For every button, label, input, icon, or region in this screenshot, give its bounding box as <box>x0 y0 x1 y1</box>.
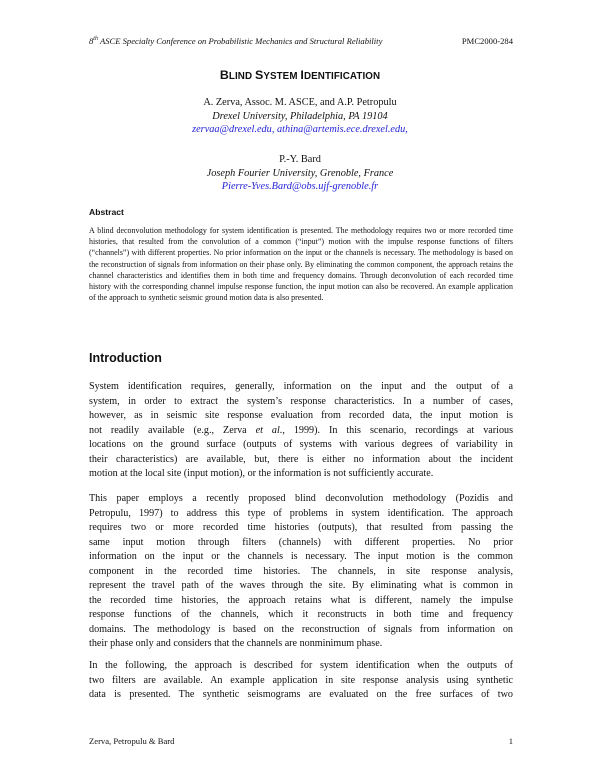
paragraph-line: same input motion through filters (channels) with different properties. No prior <box>89 536 513 548</box>
paragraph-line: requires two or more recorded time histories (outputs), that resulted from passing the <box>89 522 513 533</box>
page-number: 1 <box>508 736 513 746</box>
running-footer <box>89 736 513 746</box>
paragraph-line: domains. The methodology is based on the reconstruction of signals from information on <box>89 623 513 635</box>
section-heading-introduction: Introduction <box>89 351 162 365</box>
intro-paragraph-3 <box>89 659 513 703</box>
author-block-2 <box>0 153 600 194</box>
paragraph-line: This paper employs a recently proposed blind deconvolution methodology (Pozidis and <box>89 493 513 504</box>
conference-title: 8th ASCE Specialty Conference on Probabilistic Mechanics and Structural Reliability <box>89 36 383 46</box>
paragraph-line: System identification requires, generally, information on the input and the output of a <box>89 381 513 392</box>
paragraph-line: component in the recorded time histories. The channels, in site response analysis, <box>89 565 513 577</box>
paragraph-line: system, in order to extract the system’s response characteristics. In a number of cases, <box>89 395 513 407</box>
paragraph-line: two filters are available. An example application in site response analysis using synthetic <box>89 674 513 686</box>
paragraph-line: motion at the local site (input motion), or the information is not sufficiently accurate. <box>89 468 434 479</box>
paragraph-line: locations on the ground surface (outputs of systems with various degrees of variability in <box>89 439 513 450</box>
intro-paragraph-1 <box>89 380 513 482</box>
author-affiliation: Joseph Fourier University, Grenoble, France <box>206 167 394 179</box>
paragraph-line: In the following, the approach is described for system identification when the outputs of <box>89 660 513 671</box>
author-names: P.-Y. Bard <box>279 154 321 165</box>
paper-code: PMC2000-284 <box>461 36 513 46</box>
paragraph-line: their phase only and considers that the channels are nonminimum phase. <box>89 638 383 649</box>
footer-authors: Zerva, Petropulu & Bard <box>89 736 175 746</box>
paragraph-line: Petropulu, 1997) to address this type of problems in system identification. The approach <box>89 507 513 519</box>
paragraph-line: represent the travel path of the waves through the site. By eliminating what is common in <box>89 580 513 591</box>
author-affiliation: Drexel University, Philadelphia, PA 19104 <box>212 110 388 122</box>
paragraph-line: response functions of the channels, which it reconstructs in both time and frequency <box>89 609 513 620</box>
intro-paragraph-2 <box>89 492 513 652</box>
abstract-text: A blind deconvolution methodology for system identification is presented. The methodology requires two or more recorded time histories, that resulted from the convolution of a common (“input”) motion with the impulse response functions of filters (“channels”) with different properties. No prior information on the input or the channels is necessary. The methodology is based on the reconstruction of signals from information on their phase only. By eliminating the common component, the approach retains the channel characteristics and identifies them in both time and frequency domains. Through deconvolution of each recorded time history with the corresponding channel impulse response function, the input motion can also be recovered. An example application of the approach to synthetic seismic ground motion data is also presented. <box>89 226 513 303</box>
paper-title: BLIND SYSTEM IDENTIFICATION <box>219 68 381 82</box>
author-emails[interactable]: zervaa@drexel.edu, athina@artemis.ece.drexel.edu, <box>192 124 408 135</box>
paragraph-line: data is presented. The synthetic seismograms are evaluated on the free surfaces of two <box>89 689 513 700</box>
paragraph-line: however, as in seismic site response evaluation from recorded data, the input motion is <box>89 410 513 421</box>
paragraph-line: their characteristics) are available, but, there is either no information about the incident <box>89 453 513 465</box>
paragraph-line: information on the input or the channels is necessary. The input motion is the common <box>89 551 513 562</box>
author-names: A. Zerva, Assoc. M. ASCE, and A.P. Petropulu <box>203 97 397 108</box>
abstract-heading: Abstract <box>89 207 124 217</box>
author-block-1 <box>0 96 600 137</box>
running-header <box>89 36 513 46</box>
author-email[interactable]: Pierre-Yves.Bard@obs.ujf-grenoble.fr <box>221 181 379 192</box>
paragraph-line: not readily available (e.g., Zerva et al., 1999). In this scenario, recordings at various <box>89 424 514 436</box>
paragraph-line: the recorded time histories, the approach retains what is different, namely the impulse <box>89 594 513 606</box>
